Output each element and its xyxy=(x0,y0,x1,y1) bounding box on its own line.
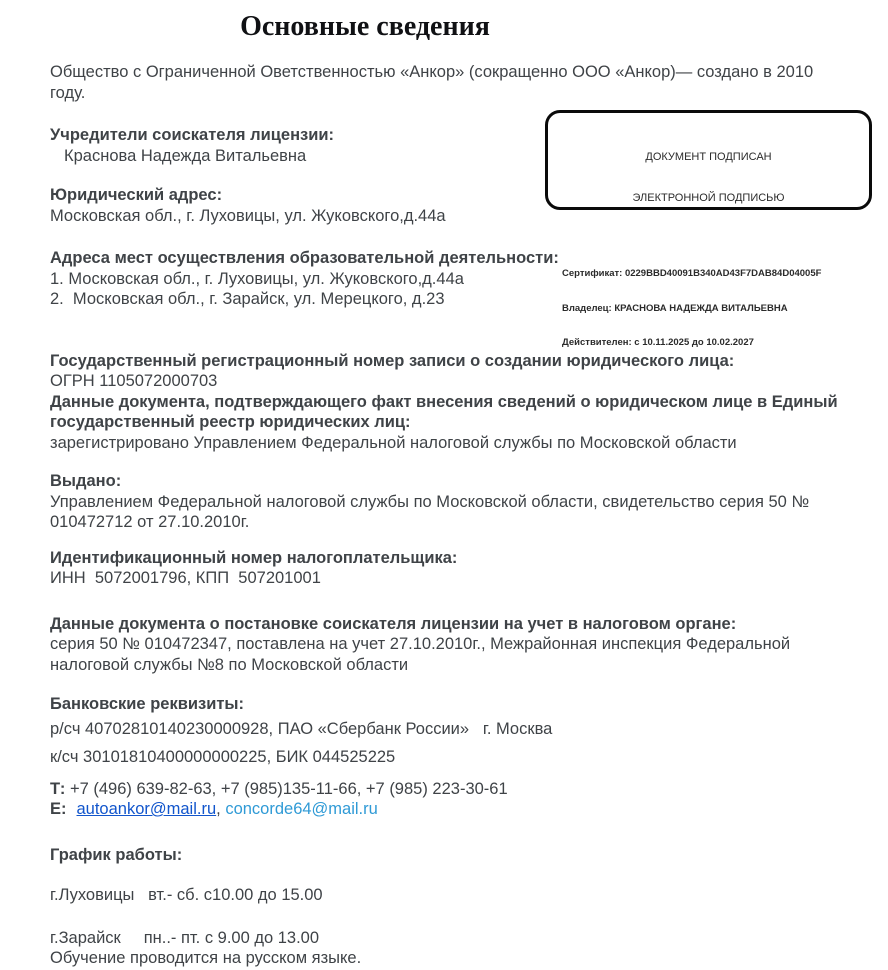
phone-label: Т: xyxy=(50,779,66,798)
email-line xyxy=(50,799,840,820)
edu-address-item: 1. Московская обл., г. Луховицы, ул. Жуковского,д.44а xyxy=(50,269,464,288)
legal-address-value: Московская обл., г. Луховицы, ул. Жуковского,д.44а xyxy=(50,206,446,225)
issued-value: Управлением Федеральной налоговой службы по Московской области, свидетельство серия 50 № 010472712 от 27.10.2010г. xyxy=(50,492,814,531)
electronic-signature-stamp xyxy=(545,110,872,348)
schedule-lukhovitsy: г.Луховицы вт.- сб. с10.00 до 15.00 xyxy=(50,886,323,904)
section-egrul xyxy=(50,392,843,454)
egrul-value: зарегистрировано Управлением Федеральной налоговой службы по Московской области xyxy=(50,433,737,452)
schedule-heading: График работы: xyxy=(50,845,183,864)
ogrn-heading: Государственный регистрационный номер записи о создании юридического лица: xyxy=(50,351,735,370)
founders-value: Краснова Надежда Витальевна xyxy=(64,146,307,165)
stamp-details xyxy=(562,245,855,372)
language-note: Обучение проводится на русском языке. xyxy=(50,949,362,967)
bank-account-line: р/сч 40702810140230000928, ПАО «Сбербанк России» г. Москва xyxy=(50,719,553,738)
bank-corr-account-line: к/сч 30101810400000000225, БИК 044525225 xyxy=(50,747,396,766)
egrul-heading: Данные документа, подтверждающего факт внесения сведений о юридическом лице в Единый государственный реестр юридических лиц: xyxy=(50,392,843,431)
inn-heading: Идентификационный номер налогоплательщика: xyxy=(50,548,458,567)
email-link-concorde64[interactable]: concorde64@mail.ru xyxy=(225,800,378,818)
phone-line xyxy=(50,779,840,800)
section-tax-registration xyxy=(50,614,840,676)
ogrn-value: ОГРН 1105072000703 xyxy=(50,372,218,390)
stamp-validity: Действителен: с 10.11.2025 до 10.02.2027 xyxy=(562,337,754,348)
section-contacts xyxy=(50,779,840,820)
phone-numbers: +7 (496) 639-82-63, +7 (985)135-11-66, +7 (985) 223-30-61 xyxy=(65,779,508,798)
stamp-certificate: Сертификат: 0229BBD40091B340AD43F7DAB84D04005F xyxy=(562,268,822,279)
stamp-header-line2: ЭЛЕКТРОННОЙ ПОДПИСЬЮ xyxy=(632,191,785,204)
section-schedule xyxy=(50,845,840,969)
issued-heading: Выдано: xyxy=(50,472,122,490)
edu-addresses-heading: Адреса мест осуществления образовательной деятельности: xyxy=(50,249,559,267)
bank-heading: Банковские реквизиты: xyxy=(50,695,245,713)
email-link-autoankor[interactable]: autoankor@mail.ru xyxy=(76,800,217,818)
stamp-owner: Владелец: КРАСНОВА НАДЕЖДА ВИТАЛЬЕВНА xyxy=(562,302,788,314)
page-title: Основные сведения xyxy=(240,11,490,42)
founders-heading: Учредители соискателя лицензии: xyxy=(50,126,335,144)
legal-address-heading: Юридический адрес: xyxy=(50,186,223,204)
stamp-header-line1: ДОКУМЕНТ ПОДПИСАН xyxy=(645,151,772,163)
email-separator: , xyxy=(216,800,226,818)
tax-registration-heading: Данные документа о постановке соискателя лицензии на учет в налоговом органе: xyxy=(50,614,737,633)
section-issued xyxy=(50,471,840,533)
section-bank xyxy=(50,694,840,771)
tax-registration-value: серия 50 № 010472347, поставлена на учет 27.10.2010г., Межрайонная инспекция Федеральной налоговой службы №8 по Московской области xyxy=(50,635,795,674)
stamp-header xyxy=(562,124,855,232)
email-label: Е: xyxy=(50,800,67,818)
intro-paragraph: Общество с Ограниченной Оветственностью «Анкор» (сокращенно ООО «Анкор)— создано в 2010 году. xyxy=(50,63,818,102)
inn-value: ИНН 5072001796, КПП 507201001 xyxy=(50,569,321,587)
schedule-zaraysk: г.Зарайск пн..- пт. с 9.00 до 13.00 xyxy=(50,928,320,947)
section-inn xyxy=(50,548,840,589)
edu-address-item: 2. Московская обл., г. Зарайск, ул. Мерецкого, д.23 xyxy=(50,290,445,308)
